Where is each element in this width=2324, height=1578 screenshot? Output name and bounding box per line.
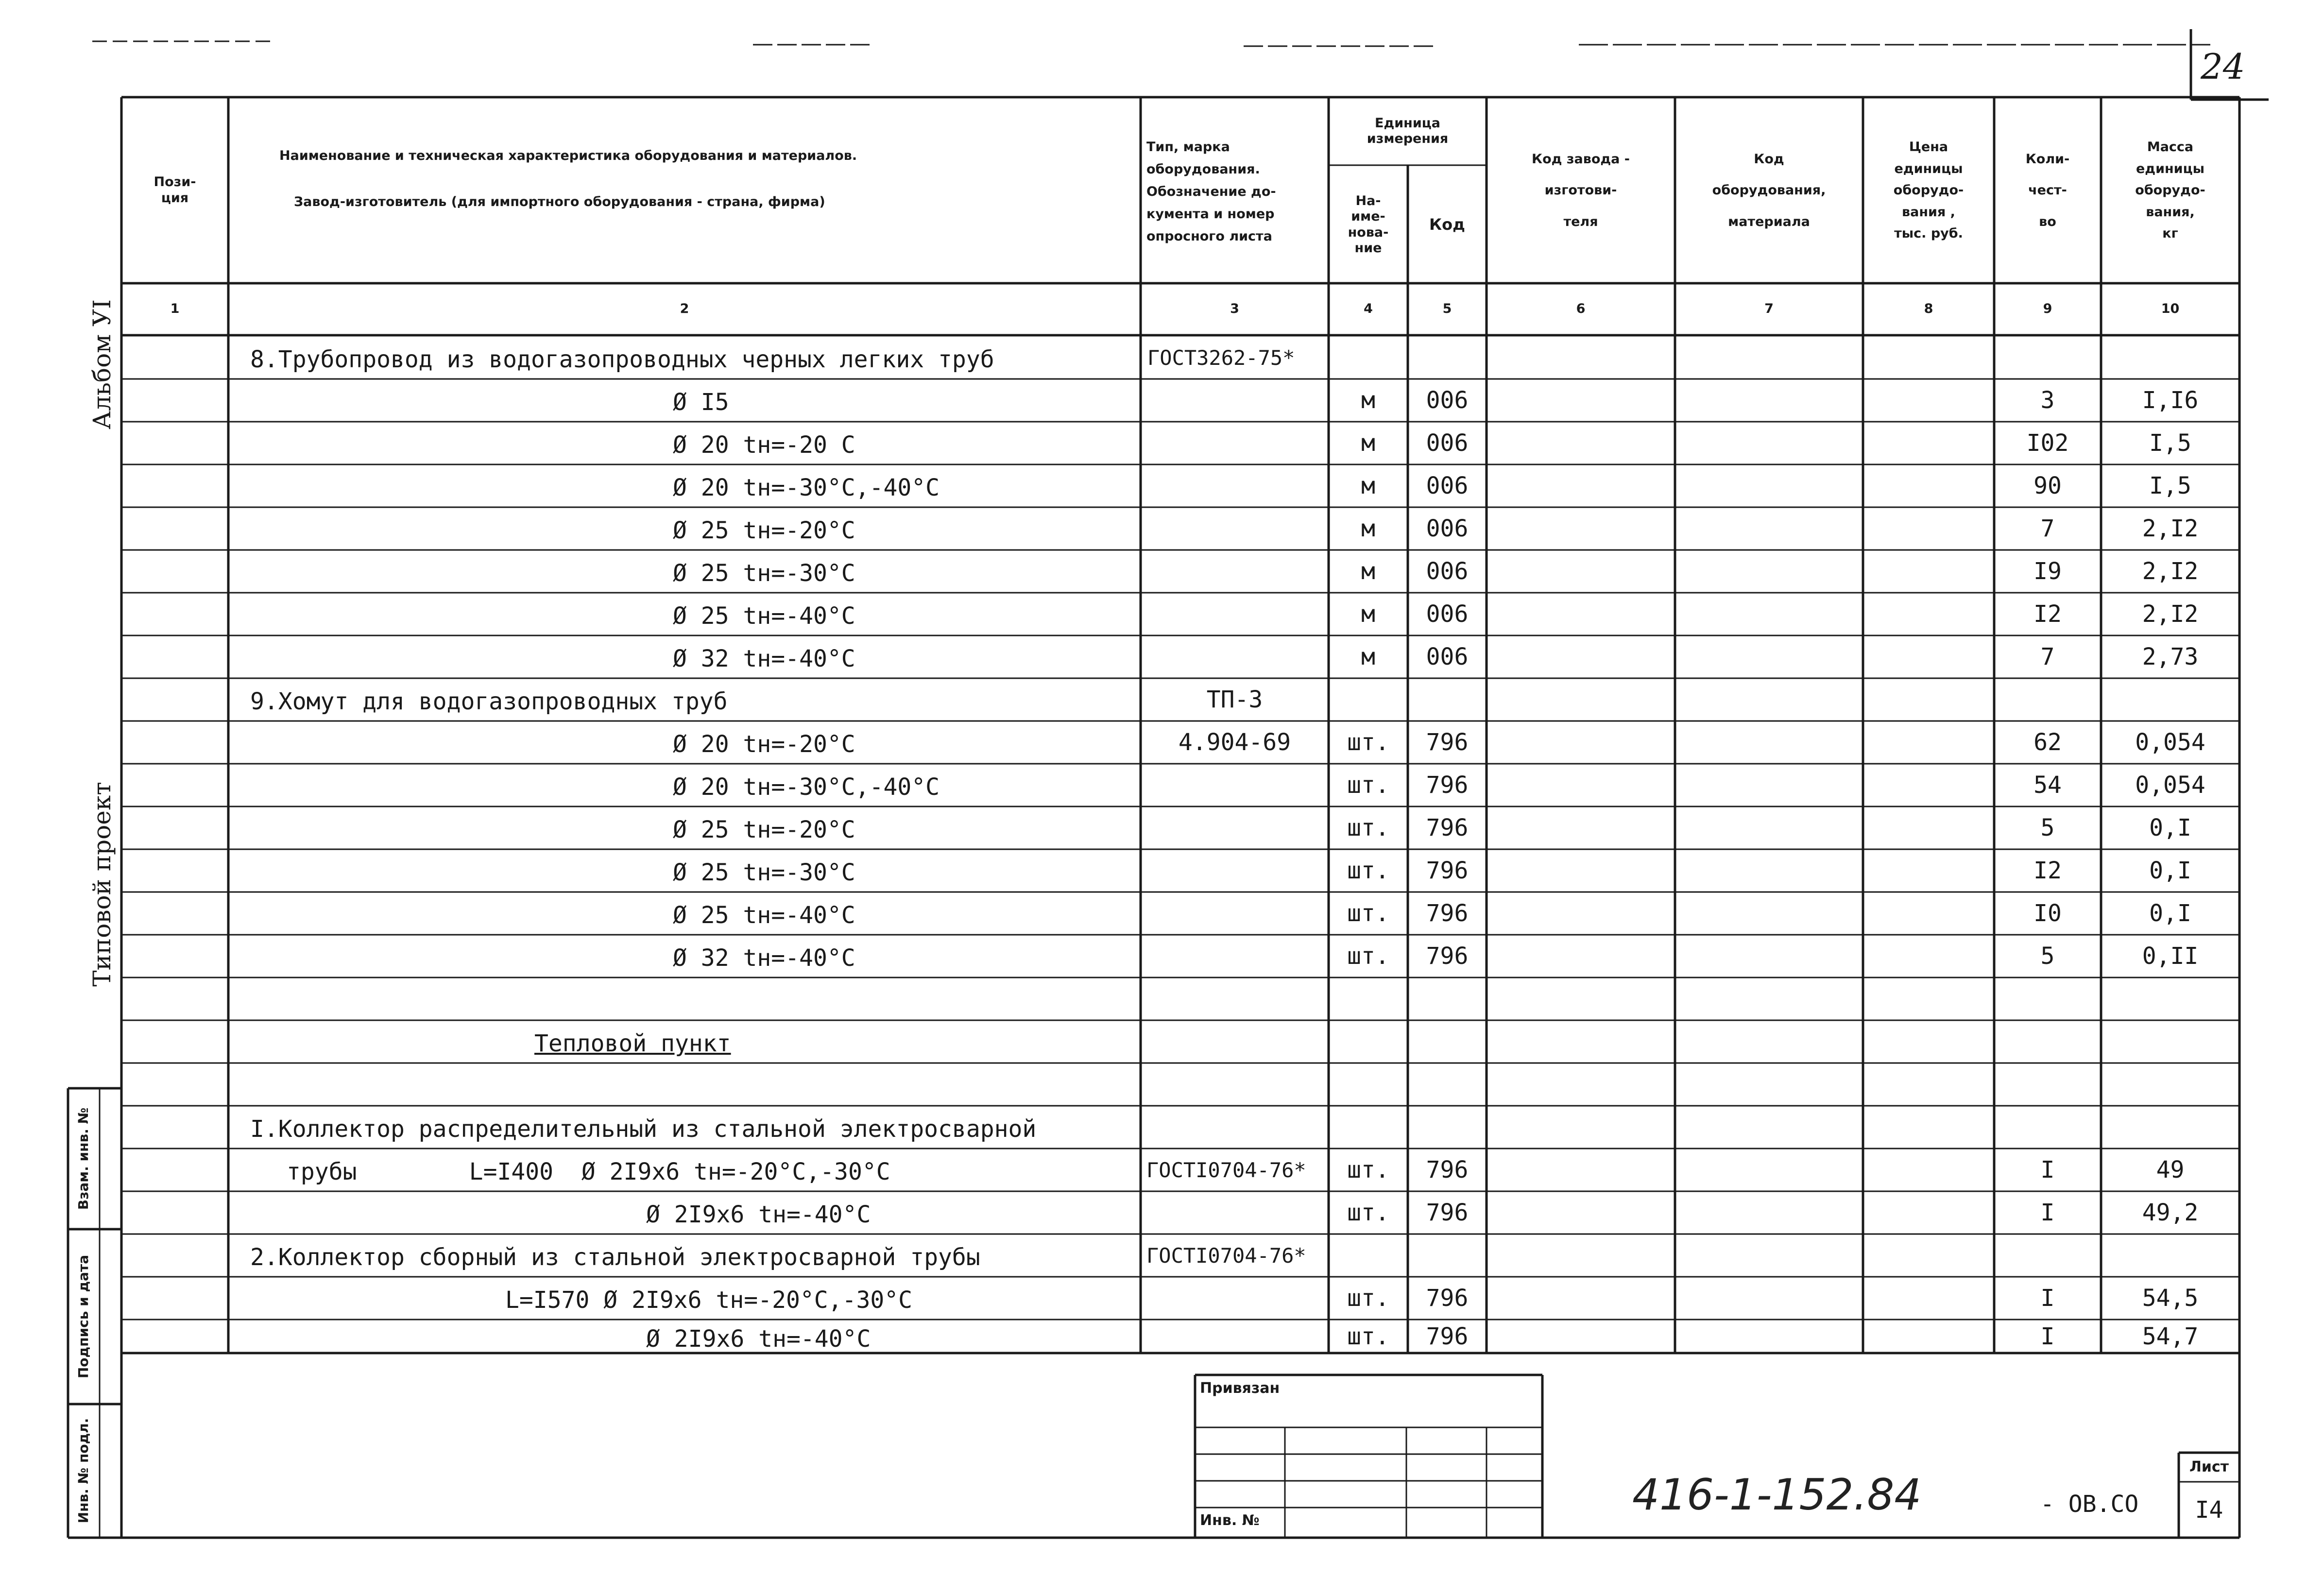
row-name: Ø 25 tн=-30°C	[673, 859, 855, 886]
row-qty: 5	[2040, 943, 2055, 970]
row-code: 796	[1426, 943, 1469, 970]
row-qty: 7	[2040, 515, 2055, 542]
section-title: Тепловой пункт	[534, 1030, 731, 1057]
row-unit: шт.	[1347, 772, 1389, 799]
col-number: 4	[1364, 301, 1373, 317]
row-name: Ø 25 tн=-20°C	[673, 816, 855, 843]
row-qty: 54	[2034, 772, 2062, 799]
row-name: Ø 25 tн=-40°C	[673, 902, 855, 929]
row-code: 796	[1426, 1199, 1469, 1226]
row-code: 006	[1426, 600, 1469, 628]
row-name: 2.Коллектор сборный из стальной электросварной трубы	[250, 1244, 980, 1271]
header-unit-name: На- име- нова- ние	[1348, 193, 1389, 256]
row-unit: шт.	[1347, 1285, 1389, 1312]
row-qty: 7	[2040, 643, 2055, 670]
row-qty: I2	[2034, 600, 2062, 628]
corner-sheet-number: 24	[2201, 46, 2245, 87]
row-unit: м	[1361, 600, 1375, 628]
row-unit: шт.	[1347, 814, 1389, 841]
row-unit: м	[1361, 429, 1375, 457]
row-code: 006	[1426, 515, 1469, 542]
row-name: 8.Трубопровод из водогазопроводных черных легких труб	[250, 346, 994, 373]
row-code: 006	[1426, 558, 1469, 585]
row-qty: I	[2040, 1322, 2055, 1350]
row-unit: шт.	[1347, 857, 1389, 884]
side-label-album: Альбом УI	[88, 299, 116, 429]
row-type: 4.904-69	[1178, 729, 1291, 756]
row-type: ГОСТI0704-76*	[1146, 1158, 1306, 1182]
stamp-list-number: I4	[2195, 1496, 2223, 1524]
row-qty: 62	[2034, 729, 2062, 756]
side-label-inv-vzam: Взам. инв. №	[75, 1107, 92, 1210]
header-unit-price: Цена единицы оборудо- вания , тыс. руб.	[1893, 139, 1964, 241]
row-mass: 49	[2156, 1156, 2185, 1184]
header-quantity: Коли- чест- во	[2025, 151, 2070, 230]
row-name: Ø 20 tн=-20°C	[673, 731, 855, 758]
header-type: Тип, марка оборудования. Обозначение до- кумента и номер опросного листа	[1146, 139, 1276, 244]
row-name: Ø 25 tн=-30°C	[673, 560, 855, 587]
row-code: 796	[1426, 1285, 1469, 1312]
row-code: 796	[1426, 1322, 1469, 1350]
side-label-sign-date: Подпись и дата	[75, 1254, 92, 1379]
header-unit-group: Единица измерения	[1367, 115, 1449, 146]
row-mass: 0,II	[2142, 943, 2199, 970]
row-type: ГОСТI0704-76*	[1146, 1244, 1306, 1268]
row-name: Ø 20 tн=-30°C,-40°C	[673, 773, 940, 801]
row-mass: 2,I2	[2142, 515, 2199, 542]
row-mass: I,I6	[2142, 387, 2199, 414]
row-code: 006	[1426, 429, 1469, 457]
row-qty: 5	[2040, 814, 2055, 841]
col-number: 3	[1230, 301, 1239, 317]
header-manufacturer-code: Код завода - изготови- теля	[1532, 151, 1630, 230]
side-label-project: Типовой проект	[88, 782, 116, 987]
row-qty: I2	[2034, 857, 2062, 884]
row-name: Ø I5	[673, 389, 729, 416]
row-unit: шт.	[1347, 900, 1389, 927]
row-name: Ø 20 tн=-30°C,-40°C	[673, 474, 940, 501]
stamp-privyazan: Привязан	[1200, 1380, 1280, 1397]
col-number: 1	[170, 301, 180, 317]
stamp-doc-suffix: - ОВ.СО	[2040, 1491, 2139, 1518]
row-type: ГОСТ3262-75*	[1147, 346, 1295, 370]
stamp-list-label: Лист	[2189, 1458, 2229, 1475]
header-name-line1: Наименование и техническая характеристика оборудования и материалов.	[279, 148, 857, 163]
row-qty: I	[2040, 1156, 2055, 1184]
col-number: 2	[680, 301, 689, 317]
row-name: Ø 32 tн=-40°C	[673, 944, 855, 972]
row-code: 006	[1426, 387, 1469, 414]
header-name-line2: Завод-изготовитель (для импортного оборудования - страна, фирма)	[294, 194, 825, 209]
row-name: Ø 2I9x6 tн=-40°C	[646, 1325, 871, 1353]
row-unit: м	[1361, 643, 1375, 670]
row-mass: 2,I2	[2142, 558, 2199, 585]
row-mass: 0,I	[2149, 900, 2191, 927]
row-mass: 54,5	[2142, 1285, 2199, 1312]
header-position: Пози- ция	[154, 174, 196, 206]
header-unit-code: Код	[1429, 215, 1465, 234]
col-number: 8	[1924, 301, 1933, 317]
row-code: 796	[1426, 1156, 1469, 1184]
row-name: L=I570 Ø 2I9x6 tн=-20°C,-30°C	[505, 1286, 913, 1314]
row-type: ТП-3	[1206, 686, 1263, 713]
row-name: Ø 32 tн=-40°C	[673, 645, 855, 672]
row-unit: м	[1361, 558, 1375, 585]
side-label-inv-podl: Инв. № подл.	[75, 1418, 92, 1524]
row-mass: 49,2	[2142, 1199, 2199, 1226]
row-code: 006	[1426, 643, 1469, 670]
row-qty: 3	[2040, 387, 2055, 414]
col-number: 6	[1576, 301, 1586, 317]
row-unit: шт.	[1347, 1322, 1389, 1350]
row-code: 796	[1426, 814, 1469, 841]
row-unit: м	[1361, 515, 1375, 542]
row-name: Ø 2I9x6 tн=-40°C	[646, 1201, 871, 1228]
col-number: 9	[2043, 301, 2052, 317]
row-mass: 2,73	[2142, 643, 2199, 670]
row-qty: 90	[2034, 472, 2062, 499]
row-code: 796	[1426, 857, 1469, 884]
row-mass: 54,7	[2142, 1322, 2199, 1350]
row-name: Ø 25 tн=-20°C	[673, 517, 855, 544]
row-name: Ø 25 tн=-40°C	[673, 602, 855, 630]
row-name: I.Коллектор распределительный из стальной электросварной	[250, 1115, 1037, 1143]
row-unit: шт.	[1347, 729, 1389, 756]
row-qty: I	[2040, 1199, 2055, 1226]
col-number: 7	[1764, 301, 1774, 317]
col-number: 5	[1442, 301, 1452, 317]
row-unit: шт.	[1347, 1199, 1389, 1226]
row-unit: м	[1361, 387, 1375, 414]
stamp-doc-code: 416-1-152.84	[1632, 1470, 1922, 1520]
row-mass: I,5	[2149, 429, 2191, 457]
row-name: 9.Хомут для водогазопроводных труб	[250, 688, 728, 715]
row-mass: 2,I2	[2142, 600, 2199, 628]
stamp-inv-no: Инв. №	[1200, 1512, 1260, 1529]
row-code: 006	[1426, 472, 1469, 499]
row-mass: 0,I	[2149, 814, 2191, 841]
row-name: Ø 20 tн=-20 C	[673, 431, 855, 459]
row-mass: 0,054	[2135, 772, 2205, 799]
row-mass: I,5	[2149, 472, 2191, 499]
row-code: 796	[1426, 772, 1469, 799]
header-unit-mass: Масса единицы оборудо- вания, кг	[2135, 139, 2205, 241]
row-mass: 0,I	[2149, 857, 2191, 884]
row-qty: I0	[2034, 900, 2062, 927]
row-unit: шт.	[1347, 1156, 1389, 1184]
row-qty: I02	[2026, 429, 2069, 457]
col-number: 10	[2161, 301, 2180, 317]
row-unit: м	[1361, 472, 1375, 499]
row-qty: I9	[2034, 558, 2062, 585]
row-code: 796	[1426, 729, 1469, 756]
row-mass: 0,054	[2135, 729, 2205, 756]
row-code: 796	[1426, 900, 1469, 927]
row-name: трубы L=I400 Ø 2I9x6 tн=-20°C,-30°C	[287, 1158, 890, 1185]
row-unit: шт.	[1347, 943, 1389, 970]
row-qty: I	[2040, 1285, 2055, 1312]
header-equipment-code: Код оборудования, материала	[1712, 151, 1826, 230]
